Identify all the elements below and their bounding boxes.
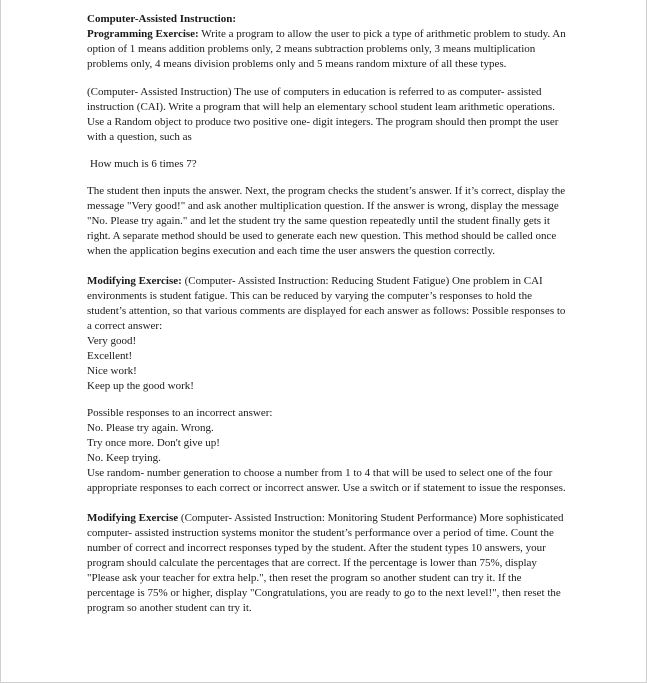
random-number-paragraph: Use random- number generation to choose a number from 1 to 4 that will be used to select one of the four appropriate responses to each correct or incorrect answer. Use a switch or if statement to issue the responses.	[87, 467, 566, 494]
fatigue-paragraph	[87, 274, 567, 334]
correct-response-2: Excellent!	[87, 350, 133, 362]
correct-response-3: Nice work!	[87, 365, 137, 377]
section-title: Computer-Assisted Instruction:	[87, 13, 237, 25]
cai-paragraph: (Computer- Assisted Instruction) The use of computers in education is referred to as computer- assisted instruction (CAI). Write a program that will help an elementary school student leam arithmetic operations. Use a Random object to produce two positive one- digit integers. The program should then prompt the user with a question, such as	[87, 86, 559, 143]
correct-response-4: Keep up the good work!	[87, 380, 194, 392]
incorrect-response-3: No. Keep trying.	[87, 452, 161, 464]
incorrect-response-1: No. Please try again. Wrong.	[87, 422, 214, 434]
correct-response-1: Very good!	[87, 335, 137, 347]
incorrect-response-2: Try once more. Don't give up!	[87, 437, 220, 449]
fatigue-label: Modifying Exercise:	[87, 275, 182, 287]
student-answer-paragraph: The student then inputs the answer. Next, the program checks the student’s answer. If it’s correct, display the message "Very good!" and ask another multiplication question. If the answer is wrong, display the message "No. Please try again." and let the student try the same question repeatedly until the student finally gets it right. A separate method should be used to generate each new question. This method should be called once when the application begins execution and each time the user answers the question correctly.	[87, 185, 566, 257]
fatigue-text: (Computer- Assisted Instruction: Reducing Student Fatigue) One problem in CAI environments is student fatigue. This can be reduced by varying the computer’s responses to hold the student’s attention, so that various comments are displayed for each answer as follows: Possible responses to a correct answer:	[87, 275, 566, 332]
performance-label: Modifying Exercise	[87, 512, 179, 524]
programming-exercise-paragraph	[87, 27, 567, 72]
document-content	[87, 12, 567, 616]
programming-exercise-label: Programming Exercise:	[87, 28, 199, 40]
incorrect-intro: Possible responses to an incorrect answer:	[87, 407, 273, 419]
performance-paragraph	[87, 511, 567, 616]
example-question: How much is 6 times 7?	[90, 158, 197, 170]
programming-exercise-text: Write a program to allow the user to pick a type of arithmetic problem to study. An option of 1 means addition problems only, 2 means subtraction problems only, 3 means multiplication problems only, 4 means division problems only and 5 means random mixture of all these types.	[87, 28, 566, 70]
performance-text: (Computer- Assisted Instruction: Monitoring Student Performance) More sophisticated computer- assisted instruction systems monitor the student’s performance over a period of time. Count the number of correct and incorrect responses typed by the student. After the student types 10 answers, your program should calculate the percentages that are correct. If the percentage is lower than 75%, display "Please ask your teacher for extra help.", then reset the program so another student can try it. If the percentage is 75% or higher, display "Congratulations, you are ready to go to the next level!", then reset the program so another student can try it.	[87, 512, 564, 614]
